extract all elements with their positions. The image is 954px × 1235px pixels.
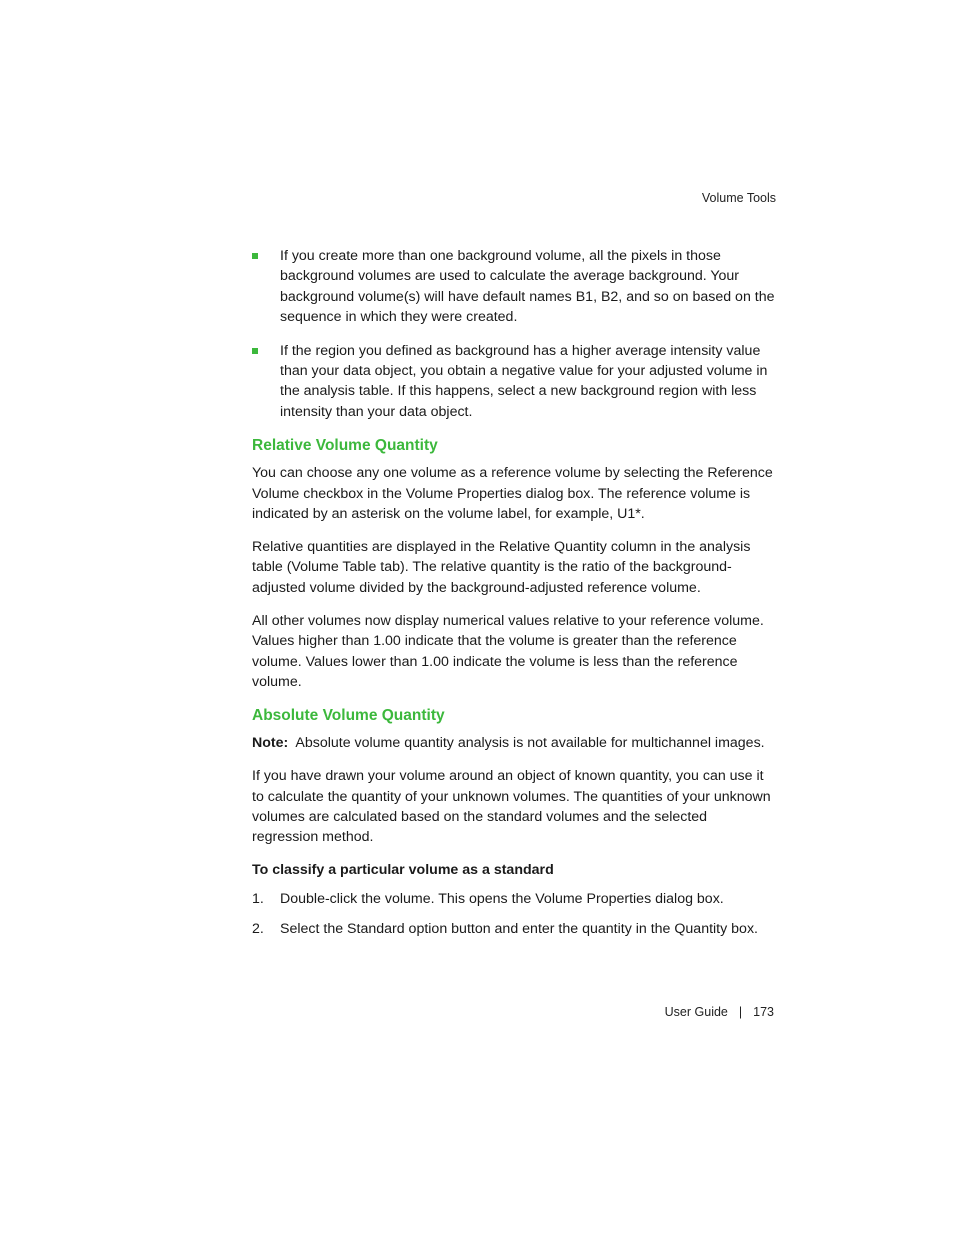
relative-paragraph-3: All other volumes now display numerical values relative to your reference volume. Values higher than 1.00 indicate that the volume is greater than the reference volume. Values lower than 1.00 indicate the volume is less than the reference volume. [252,612,764,690]
list-item-text: If the region you defined as background has a higher average intensity value than your data object, you obtain a negative value for your adjusted volume in the analysis table. If this happens, select a new background region with less intensity than your data object. [280,342,768,420]
relative-paragraph-2: Relative quantities are displayed in the Relative Quantity column in the analysis table (Volume Table tab). The relative quantity is the ratio of the background-adjusted volume divided by the background-adjusted reference volume. [252,538,751,596]
page-number: 173 [753,1005,774,1019]
background-notes-list [252,246,777,422]
absolute-volume-heading: Absolute Volume Quantity [252,707,445,725]
absolute-paragraph: If you have drawn your volume around an object of known quantity, you can use it to calculate the quantity of your unknown volumes. The quantities of your unknown volumes are calculated based on the standard volumes and the selected regression method. [252,768,771,846]
relative-volume-heading: Relative Volume Quantity [252,437,438,455]
list-item [252,246,777,328]
list-item-text: If you create more than one background volume, all the pixels in those background volumes are used to calculate the average background. Your background volume(s) will have default names B1, B2, and so on based on the sequence in which they were created. [280,248,775,326]
note-label: Note: [252,735,289,752]
step-text: Select the Standard option button and enter the quantity in the Quantity box. [280,920,758,937]
page-content [252,246,777,949]
running-footer [665,1005,774,1019]
procedure-step [252,889,777,909]
running-header: Volume Tools [701,191,776,205]
square-bullet-icon [252,253,258,259]
procedure-heading: To classify a particular volume as a standard [252,862,554,879]
square-bullet-icon [252,348,258,354]
step-number: 1. [252,890,264,907]
note-text: Absolute volume quantity analysis is not available for multichannel images. [295,735,765,752]
step-number: 2. [252,920,264,937]
footer-separator: | [738,1005,743,1019]
list-item [252,341,777,423]
note-paragraph [252,733,777,753]
procedure-step [252,919,777,939]
step-text: Double-click the volume. This opens the Volume Properties dialog box. [280,890,724,907]
procedure-steps [252,889,777,939]
guide-label: User Guide [664,1005,728,1019]
relative-paragraph-1: You can choose any one volume as a reference volume by selecting the Reference Volume checkbox in the Volume Properties dialog box. The reference volume is indicated by an asterisk on the volume label, for example, U1*. [252,465,773,523]
